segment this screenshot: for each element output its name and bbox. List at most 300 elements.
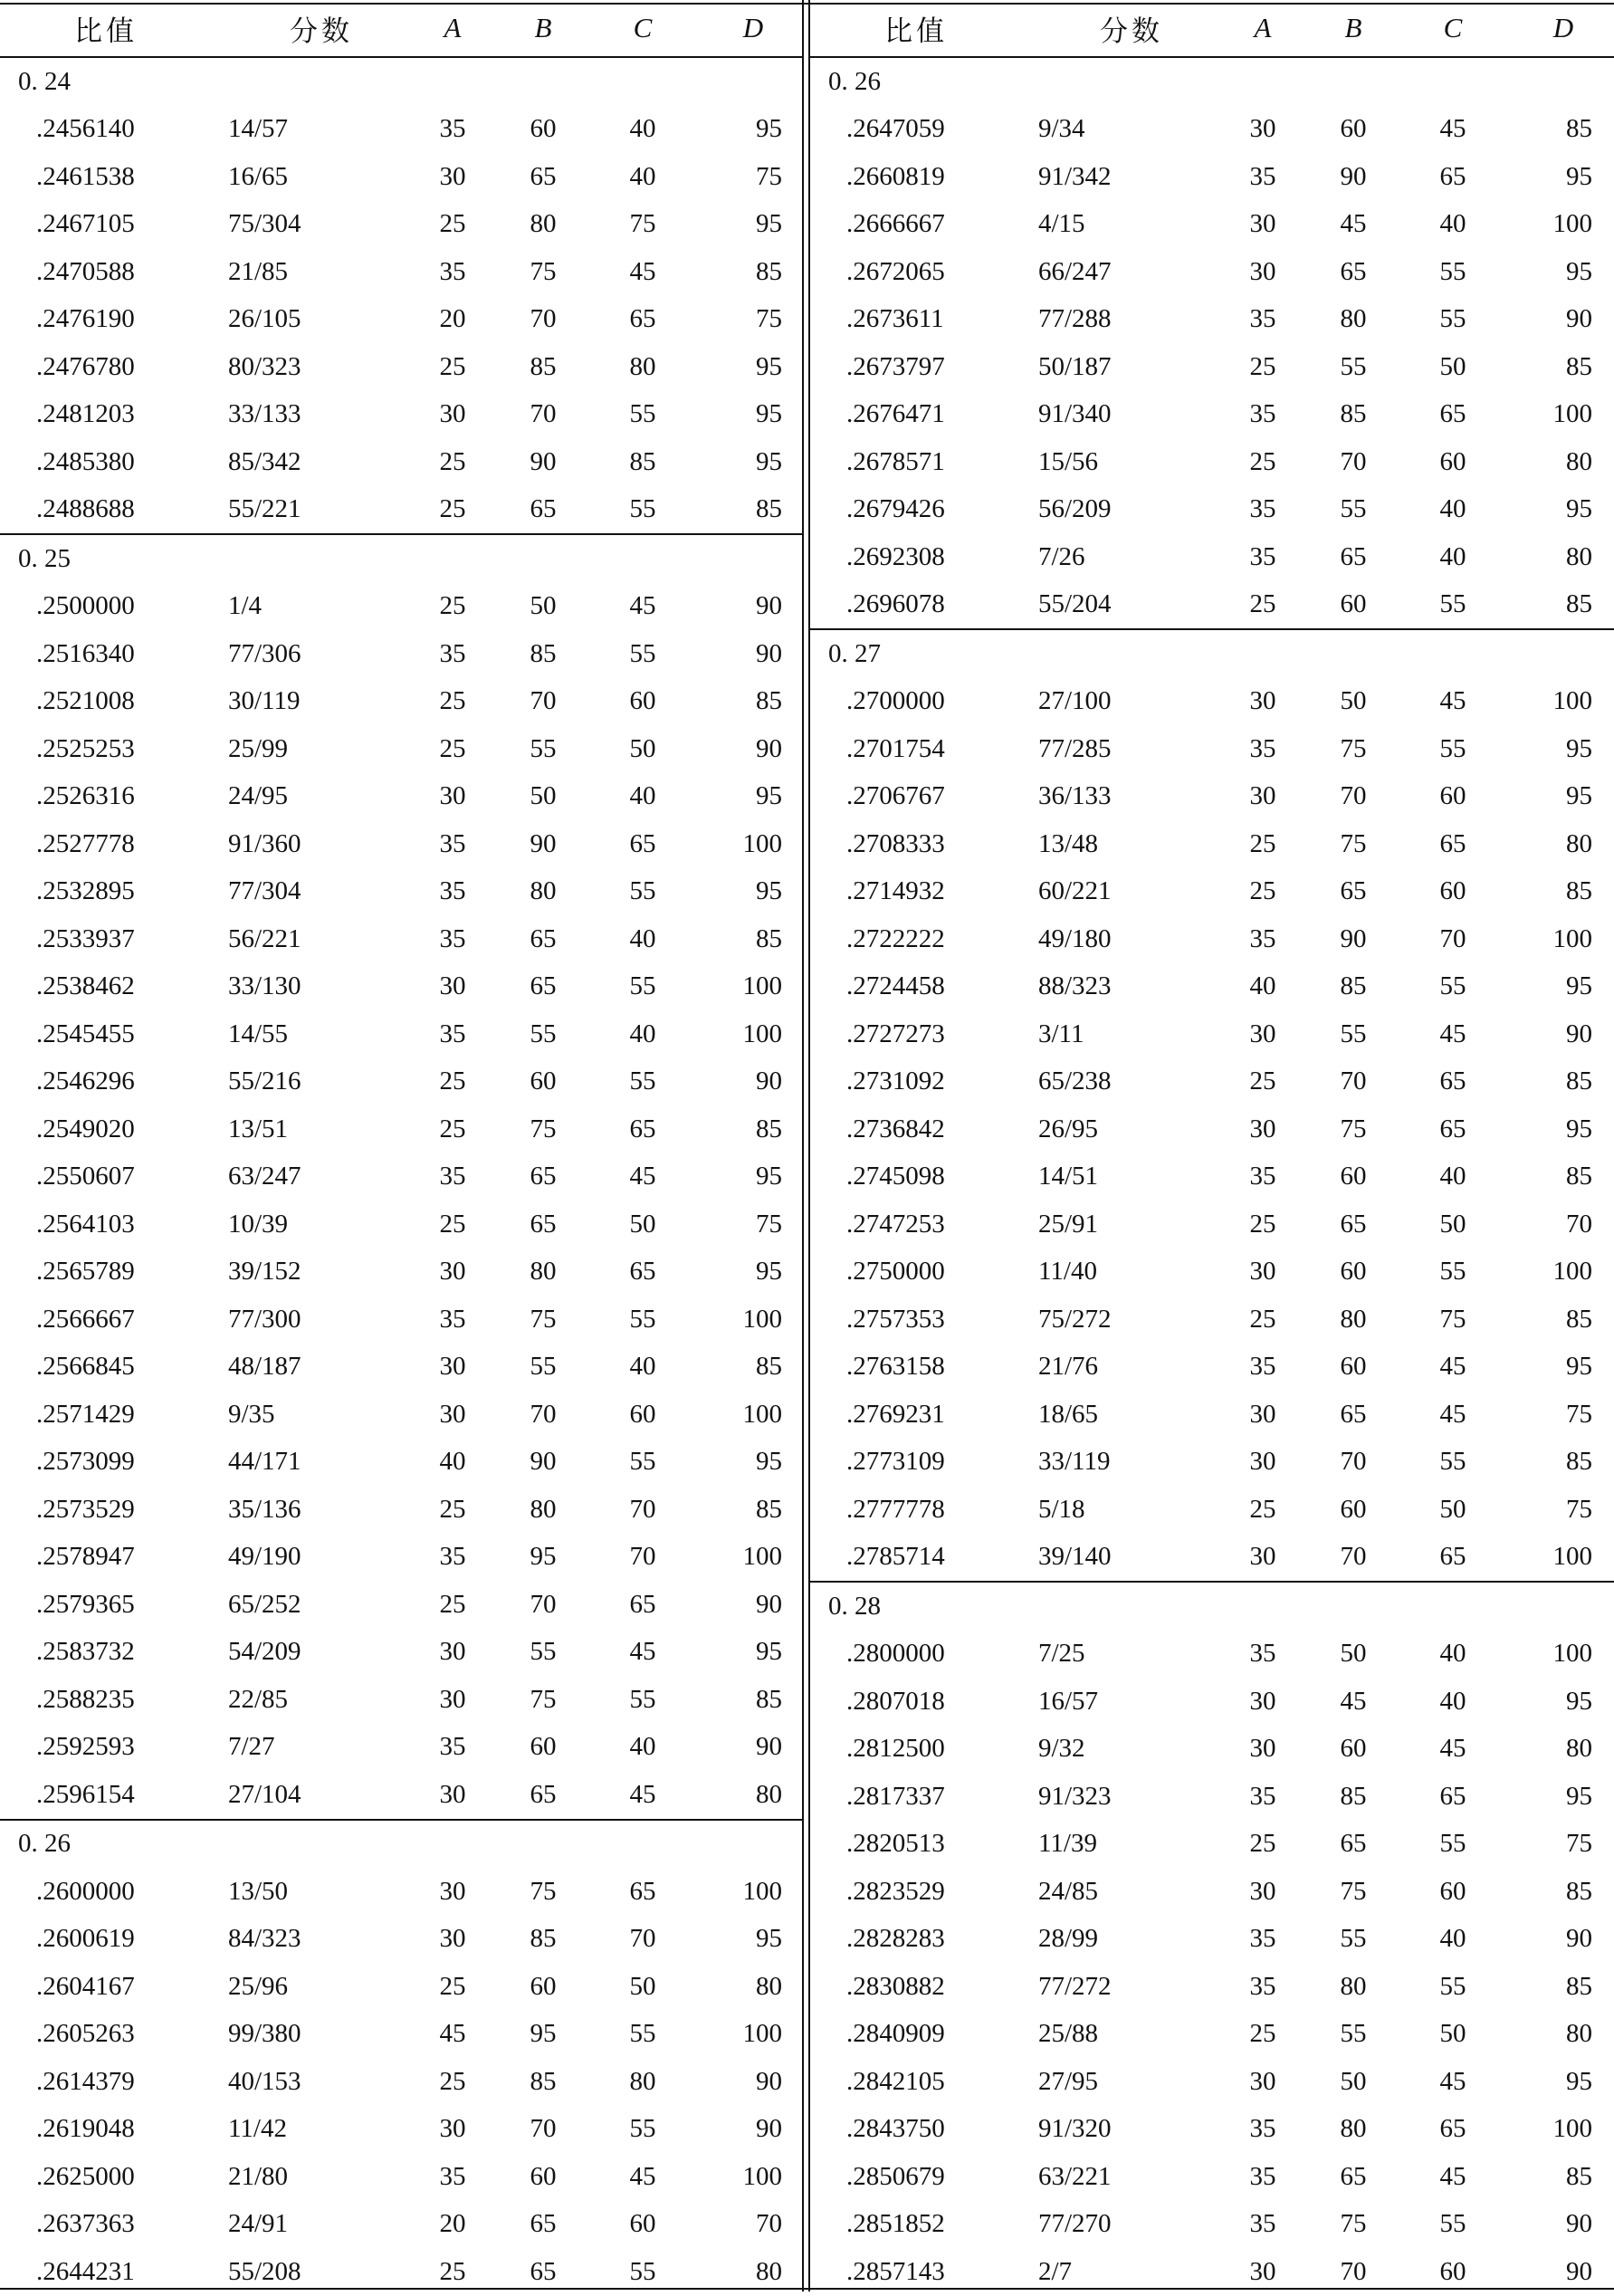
- cell-b: 65: [530, 923, 557, 953]
- cell-a: 30: [439, 1257, 466, 1287]
- header-a: A: [444, 12, 462, 43]
- cell-b: 75: [530, 1304, 557, 1334]
- cell-a: 25: [439, 1589, 466, 1619]
- cell-fraction: 44/171: [228, 1447, 301, 1477]
- cell-b: 65: [1340, 541, 1367, 571]
- table-row: [0, 2058, 803, 2106]
- table-row: [810, 1916, 1614, 1964]
- cell-b: 90: [530, 446, 557, 476]
- cell-a: 25: [439, 733, 466, 763]
- cell-b: 75: [1340, 1114, 1367, 1143]
- table-row: [0, 486, 803, 534]
- cell-fraction: 26/105: [228, 304, 301, 334]
- cell-b: 70: [530, 2114, 557, 2144]
- cell-c: 65: [1439, 1542, 1466, 1572]
- cell-fraction: 77/272: [1038, 1971, 1112, 2001]
- cell-d: 80: [756, 1971, 782, 2001]
- cell-c: 55: [629, 971, 656, 1001]
- section-heading: [810, 630, 1614, 678]
- cell-d: 80: [756, 1779, 782, 1809]
- cell-ratio: .2488688: [36, 494, 135, 524]
- cell-ratio: .2532895: [36, 876, 135, 906]
- cell-b: 60: [1340, 1734, 1367, 1764]
- cell-fraction: 49/180: [1038, 923, 1112, 953]
- table-row: [810, 1248, 1614, 1296]
- cell-b: 65: [530, 1162, 557, 1191]
- cell-fraction: 49/190: [228, 1542, 301, 1572]
- cell-fraction: 15/56: [1038, 446, 1099, 476]
- cell-c: 65: [629, 1114, 656, 1143]
- table-row: [810, 2011, 1614, 2059]
- cell-c: 55: [1439, 589, 1466, 619]
- cell-ratio: .2573529: [36, 1494, 135, 1524]
- section-label: 0. 28: [828, 1591, 881, 1621]
- cell-ratio: .2588235: [36, 1684, 135, 1714]
- cell-b: 50: [530, 781, 557, 811]
- table-row: [810, 1058, 1614, 1106]
- cell-ratio: .2666667: [846, 209, 945, 239]
- table-row: [810, 201, 1614, 249]
- cell-b: 65: [530, 971, 557, 1001]
- cell-a: 35: [1249, 2114, 1276, 2144]
- cell-ratio: .2516340: [36, 638, 135, 668]
- cell-d: 85: [756, 1352, 782, 1382]
- cell-a: 25: [1249, 1304, 1276, 1334]
- cell-a: 35: [1249, 304, 1276, 334]
- section-label: 0. 24: [18, 66, 71, 96]
- cell-c: 65: [629, 304, 656, 334]
- cell-fraction: 25/99: [228, 733, 289, 763]
- cell-c: 50: [629, 1971, 656, 2001]
- cell-a: 30: [1249, 209, 1276, 239]
- cell-fraction: 84/323: [228, 1924, 301, 1954]
- section-heading: [0, 1821, 803, 1869]
- cell-fraction: 55/216: [228, 1067, 301, 1096]
- cell-ratio: .2461538: [36, 161, 135, 191]
- cell-d: 70: [756, 2209, 782, 2239]
- header-ratio: 比值: [74, 14, 138, 47]
- table-row: [0, 1248, 803, 1296]
- cell-d: 85: [1566, 876, 1592, 906]
- cell-b: 60: [530, 2161, 557, 2191]
- cell-c: 60: [1439, 446, 1466, 476]
- cell-a: 25: [439, 1067, 466, 1096]
- cell-ratio: .2757353: [846, 1304, 945, 1334]
- cell-a: 30: [439, 1779, 466, 1809]
- cell-d: 70: [1566, 1209, 1592, 1239]
- cell-c: 40: [629, 1352, 656, 1382]
- cell-d: 75: [1566, 1399, 1592, 1429]
- cell-ratio: .2701754: [846, 733, 945, 763]
- cell-c: 55: [1439, 1447, 1466, 1477]
- cell-a: 25: [439, 2066, 466, 2096]
- cell-fraction: 28/99: [1038, 1924, 1099, 1954]
- table-row: [0, 1391, 803, 1439]
- cell-d: 100: [1552, 2114, 1592, 2144]
- cell-c: 45: [1439, 1399, 1466, 1429]
- cell-a: 30: [1249, 114, 1276, 144]
- table-row: [0, 725, 803, 773]
- cell-fraction: 99/380: [228, 2019, 301, 2049]
- cell-a: 35: [439, 1304, 466, 1334]
- cell-b: 90: [1340, 923, 1367, 953]
- cell-b: 60: [530, 1067, 557, 1096]
- cell-c: 40: [629, 923, 656, 953]
- cell-a: 30: [1249, 256, 1276, 286]
- cell-b: 75: [530, 1114, 557, 1143]
- section-label: 0. 25: [18, 543, 71, 573]
- cell-b: 70: [1340, 446, 1367, 476]
- cell-fraction: 18/65: [1038, 1399, 1099, 1429]
- cell-d: 95: [756, 399, 782, 429]
- cell-ratio: .2546296: [36, 1067, 135, 1096]
- cell-ratio: .2583732: [36, 1637, 135, 1667]
- cell-fraction: 27/104: [228, 1779, 301, 1809]
- cell-c: 80: [629, 351, 656, 381]
- cell-a: 30: [1249, 686, 1276, 716]
- cell-a: 35: [1249, 1162, 1276, 1191]
- table-row: [810, 1868, 1614, 1916]
- cell-ratio: .2605263: [36, 2019, 135, 2049]
- cell-c: 60: [1439, 1876, 1466, 1906]
- header-b: B: [534, 12, 552, 43]
- table-row: [810, 963, 1614, 1011]
- cell-c: 60: [1439, 876, 1466, 906]
- cell-c: 65: [1439, 1114, 1466, 1143]
- cell-b: 85: [530, 351, 557, 381]
- table-row: [0, 438, 803, 486]
- cell-a: 25: [1249, 828, 1276, 858]
- cell-b: 60: [1340, 1494, 1367, 1524]
- cell-c: 45: [1439, 1019, 1466, 1048]
- cell-a: 35: [1249, 1639, 1276, 1669]
- cell-fraction: 21/76: [1038, 1352, 1099, 1382]
- cell-fraction: 25/88: [1038, 2019, 1099, 2049]
- cell-ratio: .2500000: [36, 591, 135, 621]
- cell-fraction: 14/55: [228, 1019, 289, 1048]
- cell-b: 65: [1340, 1209, 1367, 1239]
- cell-ratio: .2564103: [36, 1209, 135, 1239]
- cell-fraction: 77/300: [228, 1304, 301, 1334]
- cell-ratio: .2614379: [36, 2066, 135, 2096]
- cell-fraction: 40/153: [228, 2066, 301, 2096]
- table-header: [810, 0, 1614, 58]
- cell-d: 85: [756, 923, 782, 953]
- cell-b: 95: [530, 1542, 557, 1572]
- table-row: [810, 533, 1614, 581]
- cell-fraction: 65/238: [1038, 1067, 1112, 1096]
- cell-a: 30: [1249, 1542, 1276, 1572]
- cell-c: 65: [629, 1876, 656, 1906]
- cell-d: 100: [742, 2019, 782, 2049]
- cell-b: 75: [530, 1876, 557, 1906]
- cell-ratio: .2800000: [846, 1639, 945, 1669]
- cell-a: 35: [439, 256, 466, 286]
- cell-a: 35: [1249, 1924, 1276, 1954]
- table-row: [0, 820, 803, 868]
- cell-d: 100: [742, 828, 782, 858]
- cell-b: 60: [1340, 1257, 1367, 1287]
- cell-fraction: 91/360: [228, 828, 301, 858]
- header-c: C: [1443, 12, 1463, 43]
- cell-b: 75: [530, 1684, 557, 1714]
- table-row: [810, 153, 1614, 201]
- cell-ratio: .2525253: [36, 733, 135, 763]
- cell-c: 55: [1439, 2209, 1466, 2239]
- cell-fraction: 24/95: [228, 781, 289, 811]
- cell-a: 25: [439, 1114, 466, 1143]
- cell-fraction: 88/323: [1038, 971, 1112, 1001]
- cell-a: 20: [439, 304, 466, 334]
- cell-fraction: 5/18: [1038, 1494, 1085, 1524]
- cell-a: 35: [1249, 541, 1276, 571]
- table-row: [810, 915, 1614, 963]
- cell-c: 40: [1439, 1162, 1466, 1191]
- cell-fraction: 65/252: [228, 1589, 301, 1619]
- cell-d: 95: [756, 1637, 782, 1667]
- cell-fraction: 11/42: [228, 2114, 287, 2144]
- section-heading: [810, 58, 1614, 106]
- cell-ratio: .2851852: [846, 2209, 945, 2239]
- cell-fraction: 11/39: [1038, 1829, 1097, 1859]
- cell-ratio: .2785714: [846, 1542, 945, 1572]
- cell-b: 55: [530, 1352, 557, 1382]
- cell-fraction: 16/57: [1038, 1686, 1099, 1716]
- cell-ratio: .2600619: [36, 1924, 135, 1954]
- table-row: [810, 1296, 1614, 1344]
- cell-d: 80: [756, 2256, 782, 2286]
- cell-ratio: .2573099: [36, 1447, 135, 1477]
- cell-c: 45: [1439, 114, 1466, 144]
- cell-a: 35: [439, 638, 466, 668]
- cell-d: 75: [1566, 1829, 1592, 1859]
- table-row: [0, 630, 803, 678]
- table-row: [810, 2201, 1614, 2249]
- table-row: [0, 583, 803, 631]
- cell-ratio: .2714932: [846, 876, 945, 906]
- table-row: [810, 1201, 1614, 1248]
- cell-d: 95: [756, 446, 782, 476]
- cell-ratio: .2696078: [846, 589, 945, 619]
- cell-fraction: 77/288: [1038, 304, 1112, 334]
- cell-b: 70: [1340, 2256, 1367, 2286]
- cell-c: 55: [1439, 733, 1466, 763]
- cell-fraction: 77/270: [1038, 2209, 1112, 2239]
- table-row: [0, 391, 803, 439]
- cell-c: 45: [629, 1637, 656, 1667]
- cell-ratio: .2842105: [846, 2066, 945, 2096]
- cell-ratio: .2533937: [36, 923, 135, 953]
- cell-fraction: 75/304: [228, 209, 301, 239]
- cell-a: 30: [1249, 2066, 1276, 2096]
- cell-c: 60: [1439, 2256, 1466, 2286]
- cell-b: 55: [1340, 351, 1367, 381]
- header-fraction: 分数: [1100, 14, 1163, 47]
- cell-b: 60: [530, 1732, 557, 1762]
- cell-fraction: 24/85: [1038, 1876, 1099, 1906]
- cell-d: 90: [756, 733, 782, 763]
- cell-c: 50: [1439, 351, 1466, 381]
- table-row: [0, 1058, 803, 1106]
- cell-b: 55: [1340, 1924, 1367, 1954]
- cell-c: 45: [1439, 2161, 1466, 2191]
- cell-b: 85: [1340, 399, 1367, 429]
- cell-a: 25: [439, 2256, 466, 2286]
- cell-c: 50: [629, 733, 656, 763]
- cell-b: 75: [1340, 733, 1367, 763]
- cell-d: 90: [756, 1067, 782, 1096]
- cell-d: 75: [1566, 1494, 1592, 1524]
- cell-d: 85: [1566, 2161, 1592, 2191]
- cell-fraction: 30/119: [228, 686, 301, 716]
- cell-d: 85: [1566, 1162, 1592, 1191]
- cell-ratio: .2673611: [846, 304, 944, 334]
- cell-a: 25: [1249, 589, 1276, 619]
- cell-a: 35: [439, 1019, 466, 1048]
- table-row: [0, 2106, 803, 2154]
- cell-fraction: 91/323: [1038, 1781, 1112, 1811]
- cell-d: 100: [1552, 399, 1592, 429]
- cell-fraction: 91/340: [1038, 399, 1112, 429]
- cell-d: 95: [1566, 256, 1592, 286]
- cell-d: 85: [756, 256, 782, 286]
- cell-d: 95: [756, 209, 782, 239]
- cell-fraction: 63/221: [1038, 2161, 1112, 2191]
- cell-d: 85: [1566, 1304, 1592, 1334]
- table-row: [810, 1678, 1614, 1726]
- header-b: B: [1344, 12, 1362, 43]
- cell-c: 45: [629, 256, 656, 286]
- cell-fraction: 55/208: [228, 2256, 301, 2286]
- table-row: [810, 1534, 1614, 1582]
- cell-a: 30: [439, 399, 466, 429]
- cell-fraction: 36/133: [1038, 781, 1112, 811]
- header-d: D: [1552, 12, 1574, 43]
- cell-c: 45: [629, 1162, 656, 1191]
- table-row: [0, 868, 803, 916]
- header-c: C: [633, 12, 653, 43]
- cell-b: 65: [530, 1779, 557, 1809]
- cell-d: 100: [1552, 1639, 1592, 1669]
- cell-fraction: 77/285: [1038, 733, 1112, 763]
- cell-ratio: .2850679: [846, 2161, 945, 2191]
- cell-d: 95: [756, 781, 782, 811]
- cell-ratio: .2526316: [36, 781, 135, 811]
- table-row: [0, 773, 803, 821]
- cell-c: 40: [1439, 209, 1466, 239]
- cell-d: 75: [756, 161, 782, 191]
- cell-b: 85: [1340, 971, 1367, 1001]
- cell-c: 80: [629, 2066, 656, 2096]
- cell-ratio: .2470588: [36, 256, 135, 286]
- cell-ratio: .2476780: [36, 351, 135, 381]
- table-row: [0, 1676, 803, 1724]
- cell-ratio: .2550607: [36, 1162, 135, 1191]
- table-row: [810, 1105, 1614, 1153]
- cell-fraction: 21/80: [228, 2161, 289, 2191]
- table-row: [810, 438, 1614, 486]
- cell-c: 60: [629, 1399, 656, 1429]
- cell-ratio: .2619048: [36, 2114, 135, 2144]
- cell-ratio: .2817337: [846, 1781, 945, 1811]
- table-row: [0, 1771, 803, 1819]
- table-row: [0, 1153, 803, 1201]
- cell-b: 55: [1340, 2019, 1367, 2049]
- cell-b: 65: [1340, 2161, 1367, 2191]
- cell-c: 65: [1439, 2114, 1466, 2144]
- cell-b: 45: [1340, 1686, 1367, 1716]
- cell-a: 40: [1249, 971, 1276, 1001]
- cell-d: 90: [1566, 2256, 1592, 2286]
- cell-b: 75: [530, 256, 557, 286]
- cell-d: 90: [1566, 2209, 1592, 2239]
- right-table-half: [810, 0, 1614, 2291]
- cell-c: 45: [1439, 1352, 1466, 1382]
- section-heading: [0, 58, 803, 106]
- cell-a: 25: [439, 1971, 466, 2001]
- cell-ratio: .2625000: [36, 2161, 135, 2191]
- table-row: [810, 1153, 1614, 1201]
- cell-a: 35: [1249, 399, 1276, 429]
- cell-d: 90: [756, 591, 782, 621]
- cell-fraction: 55/221: [228, 494, 301, 524]
- cell-ratio: .2750000: [846, 1257, 945, 1287]
- cell-d: 90: [756, 2066, 782, 2096]
- table-header: [0, 0, 803, 58]
- cell-fraction: 39/152: [228, 1257, 301, 1287]
- table-row: [810, 773, 1614, 821]
- cell-ratio: .2467105: [36, 209, 135, 239]
- cell-fraction: 75/272: [1038, 1304, 1112, 1334]
- cell-c: 45: [1439, 2066, 1466, 2096]
- cell-ratio: .2745098: [846, 1162, 945, 1191]
- table-row: [0, 201, 803, 249]
- cell-a: 35: [1249, 1781, 1276, 1811]
- table-row: [0, 1010, 803, 1058]
- cell-c: 55: [629, 2019, 656, 2049]
- table-row: [0, 1629, 803, 1677]
- cell-fraction: 14/57: [228, 114, 289, 144]
- cell-c: 40: [629, 161, 656, 191]
- cell-a: 25: [439, 591, 466, 621]
- cell-ratio: .2807018: [846, 1686, 945, 1716]
- cell-d: 80: [1566, 2019, 1592, 2049]
- cell-ratio: .2727273: [846, 1019, 945, 1048]
- cell-c: 45: [1439, 686, 1466, 716]
- cell-a: 35: [439, 1542, 466, 1572]
- cell-c: 55: [629, 1304, 656, 1334]
- cell-b: 90: [530, 828, 557, 858]
- table-row: [0, 1296, 803, 1344]
- cell-fraction: 25/96: [228, 1971, 289, 2001]
- cell-c: 55: [629, 876, 656, 906]
- cell-a: 30: [1249, 1257, 1276, 1287]
- cell-fraction: 55/204: [1038, 589, 1112, 619]
- cell-ratio: .2521008: [36, 686, 135, 716]
- table-row: [0, 1963, 803, 2011]
- cell-fraction: 77/306: [228, 638, 301, 668]
- cell-c: 70: [629, 1542, 656, 1572]
- cell-d: 85: [756, 1114, 782, 1143]
- cell-d: 95: [1566, 971, 1592, 1001]
- cell-ratio: .2566667: [36, 1304, 135, 1334]
- cell-ratio: .2647059: [846, 114, 945, 144]
- cell-ratio: .2565789: [36, 1257, 135, 1287]
- cell-ratio: .2823529: [846, 1876, 945, 1906]
- cell-c: 55: [629, 494, 656, 524]
- cell-a: 20: [439, 2209, 466, 2239]
- table-row: [0, 1439, 803, 1487]
